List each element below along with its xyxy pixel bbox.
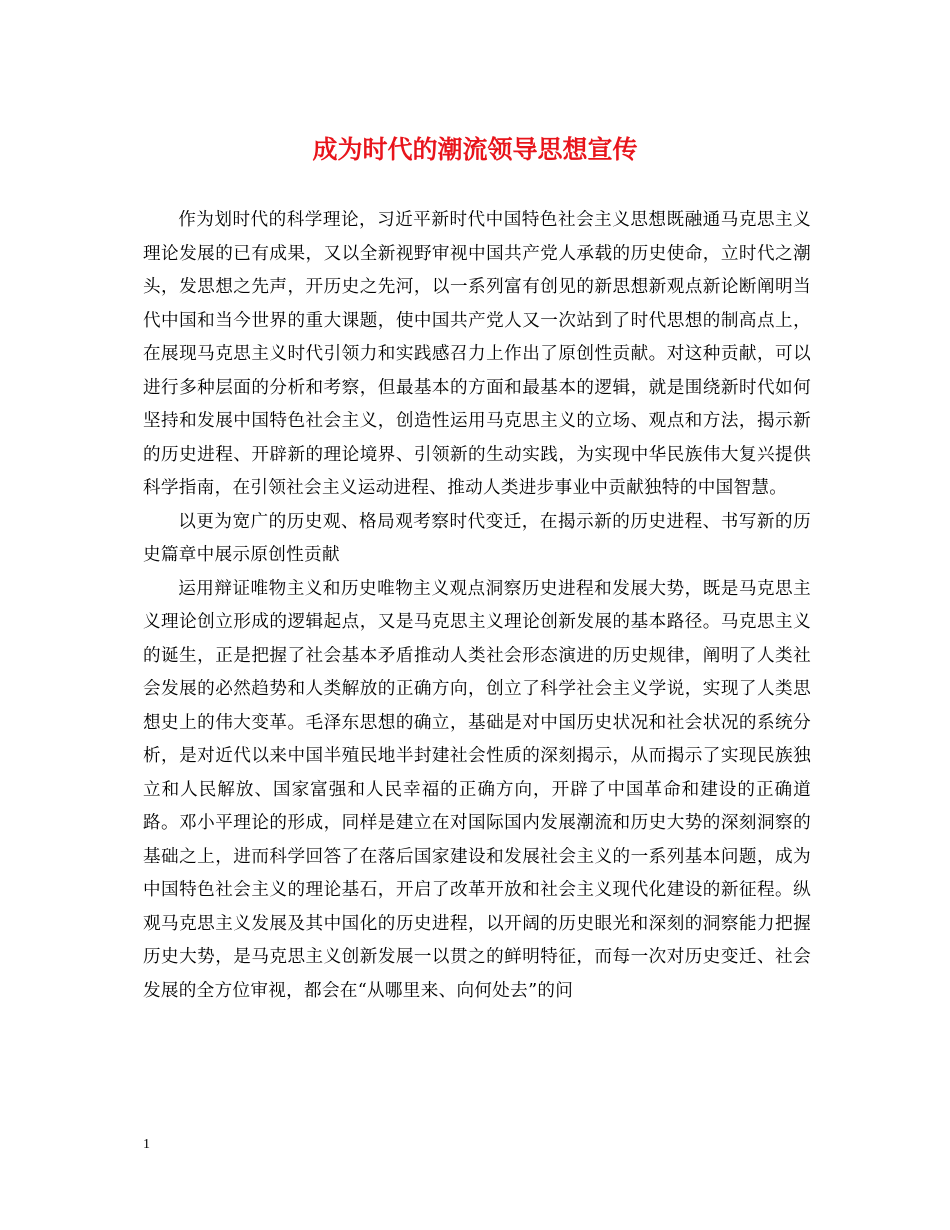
document-title: 成为时代的潮流领导思想宣传 — [312, 135, 638, 164]
body-paragraph-2: 以更为宽广的历史观、格局观考察时代变迁，在揭示新的历史进程、书写新的历史篇章中展示原创性贡献 — [143, 511, 811, 565]
page-number: 1 — [143, 1137, 150, 1152]
body-paragraph-1: 作为划时代的科学理论，习近平新时代中国特色社会主义思想既融通马克思主义理论发展的已有成果，又以全新视野审视中国共产党人承载的历史使命，立时代之潮头，发思想之先声，开历史之先河，以一系列富有创见的新思想新观点新论断阐明当代中国和当今世界的重大课题，使中国共产党人又一次站到了时代思想的制高点上，在展现马克思主义时代引领力和实践感召力上作出了原创性贡献。对这种贡献，可以进行多种层面的分析和考察，但最基本的方面和最基本的逻辑，就是围绕新时代如何坚持和发展中国特色社会主义，创造性运用马克思主义的立场、观点和方法，揭示新的历史进程、开辟新的理论境界、引领新的生动实践，为实现中华民族伟大复兴提供科学指南，在引领社会主义运动进程、推动人类进步事业中贡献独特的中国智慧。 — [143, 210, 811, 498]
body-paragraph-3: 运用辩证唯物主义和历史唯物主义观点洞察历史进程和发展大势，既是马克思主义理论创立形成的逻辑起点，又是马克思主义理论创新发展的基本路径。马克思主义的诞生，正是把握了社会基本矛盾推动人类社会形态演进的历史规律，阐明了人类社会发展的必然趋势和人类解放的正确方向，创立了科学社会主义学说，实现了人类思想史上的伟大变革。毛泽东思想的确立，基础是对中国历史状况和社会状况的系统分析，是对近代以来中国半殖民地半封建社会性质的深刻揭示，从而揭示了实现民族独立和人民解放、国家富强和人民幸福的正确方向，开辟了中国革命和建设的正确道路。邓小平理论的形成，同样是建立在对国际国内发展潮流和历史大势的深刻洞察的基础之上，进而科学回答了在落后国家建设和发展社会主义的一系列基本问题，成为中国特色社会主义的理论基石，开启了改革开放和社会主义现代化建设的新征程。纵观马克思主义发展及其中国化的历史进程，以开阔的历史眼光和深刻的洞察能力把握历史大势，是马克思主义创新发展一以贯之的鲜明特征，而每一次对历史变迁、社会发展的全方位审视，都会在“从哪里来、向何处去”的问 — [143, 578, 811, 1001]
document-body — [143, 204, 811, 1008]
